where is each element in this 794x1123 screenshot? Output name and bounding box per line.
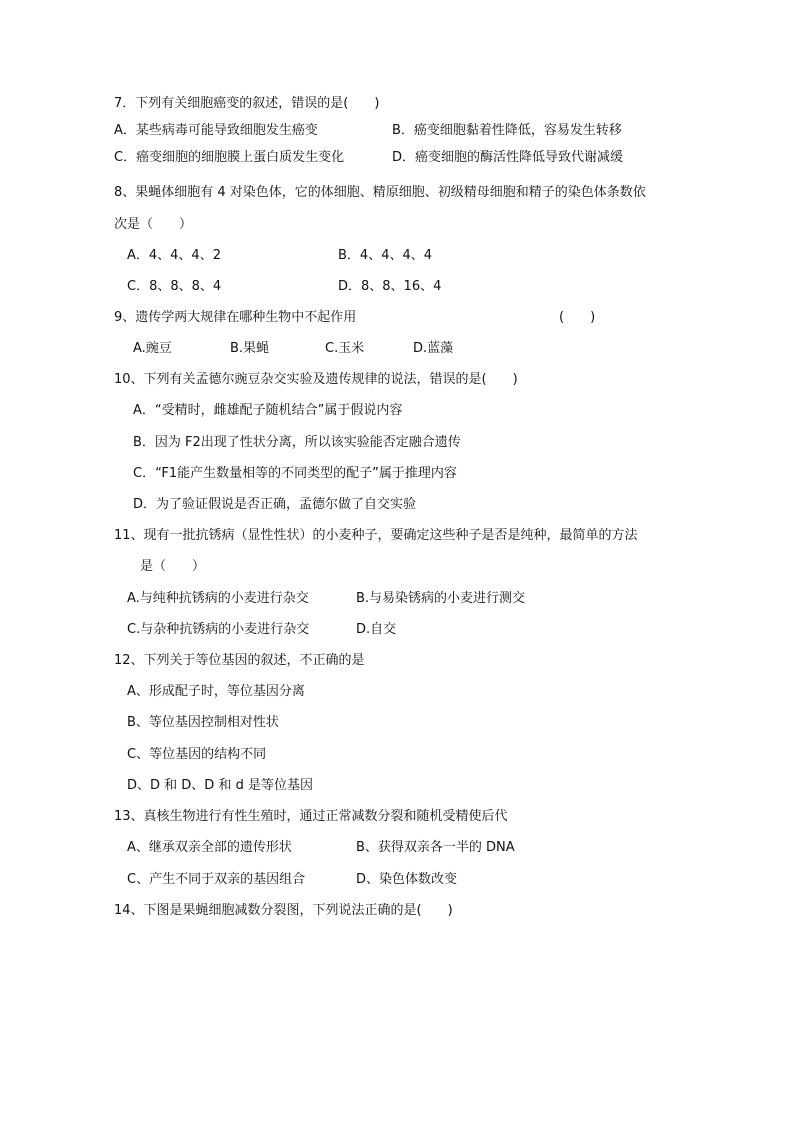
q9-answer-paren: ( ) bbox=[559, 310, 596, 325]
q13-option-d: D、染色体数改变 bbox=[356, 872, 458, 887]
q9-option-b: B.果蝇 bbox=[230, 341, 270, 356]
q13-option-c: C、产生不同于双亲的基因组合 bbox=[127, 872, 306, 887]
q7-option-a: A．某些病毒可能导致细胞发生癌变 bbox=[114, 123, 318, 138]
q13-stem: 13、真核生物进行有性生殖时，通过正常减数分裂和随机受精使后代 bbox=[114, 809, 508, 824]
q8-stem-line1: 8、果蝇体细胞有 4 对染色体，它的体细胞、精原细胞、初级精母细胞和精子的染色体条数依 bbox=[114, 185, 646, 200]
q9-option-d: D.蓝藻 bbox=[413, 341, 454, 356]
q11-option-b: B.与易染锈病的小麦进行测交 bbox=[356, 591, 526, 606]
q11-option-d: D.自交 bbox=[356, 622, 397, 637]
q9-stem: 9、遗传学两大规律在哪种生物中不起作用 bbox=[114, 310, 357, 325]
q11-option-a: A.与纯种抗锈病的小麦进行杂交 bbox=[127, 591, 309, 606]
q7-option-c: C．癌变细胞的细胞膜上蛋白质发生变化 bbox=[114, 150, 345, 165]
q9-option-c: C.玉米 bbox=[325, 341, 365, 356]
q13-option-b: B、获得双亲各一半的 DNA bbox=[356, 840, 515, 855]
q10-option-b: B．因为 F2出现了性状分离，所以该实验能否定融合遗传 bbox=[133, 435, 461, 450]
q8-option-a: A．4、4、4、2 bbox=[127, 248, 221, 263]
q13-option-a: A、继承双亲全部的遗传形状 bbox=[127, 840, 292, 855]
q9-option-a: A.豌豆 bbox=[133, 341, 172, 356]
q12-option-c: C、等位基因的结构不同 bbox=[127, 747, 267, 762]
q8-option-d: D．8、8、16、4 bbox=[338, 279, 442, 294]
q12-option-b: B、等位基因控制相对性状 bbox=[127, 715, 279, 730]
q10-stem: 10、下列有关孟德尔豌豆杂交实验及遗传规律的说法，错误的是( ) bbox=[114, 372, 518, 387]
q12-option-d: D、D 和 D、D 和 d 是等位基因 bbox=[127, 778, 313, 793]
q11-stem-line1: 11、现有一批抗锈病（显性性状）的小麦种子，要确定这些种子是否是纯种，最简单的方法 bbox=[114, 528, 638, 543]
q8-option-c: C．8、8、8、4 bbox=[127, 279, 222, 294]
q14-stem: 14、下图是果蝇细胞减数分裂图，下列说法正确的是( ) bbox=[114, 903, 453, 918]
q12-stem: 12、下列关于等位基因的叙述，不正确的是 bbox=[114, 653, 365, 668]
q11-option-c: C.与杂种抗锈病的小麦进行杂交 bbox=[127, 622, 310, 637]
q7-stem: 7．下列有关细胞癌变的叙述，错误的是( ) bbox=[114, 96, 380, 111]
q8-option-b: B．4、4、4、4 bbox=[338, 248, 433, 263]
q7-option-b: B．癌变细胞黏着性降低，容易发生转移 bbox=[392, 123, 622, 138]
q10-option-a: A．“受精时，雌雄配子随机结合”属于假说内容 bbox=[133, 403, 403, 418]
q10-option-d: D．为了验证假说是否正确，孟德尔做了自交实验 bbox=[133, 497, 417, 512]
q8-stem-line2: 次是（ ） bbox=[114, 217, 193, 232]
q7-option-d: D．癌变细胞的酶活性降低导致代谢减缓 bbox=[392, 150, 624, 165]
q10-option-c: C．“F1能产生数量相等的不同类型的配子”属于推理内容 bbox=[133, 466, 457, 481]
q12-option-a: A、形成配子时，等位基因分离 bbox=[127, 684, 305, 699]
q11-stem-line2: 是（ ） bbox=[140, 559, 206, 574]
